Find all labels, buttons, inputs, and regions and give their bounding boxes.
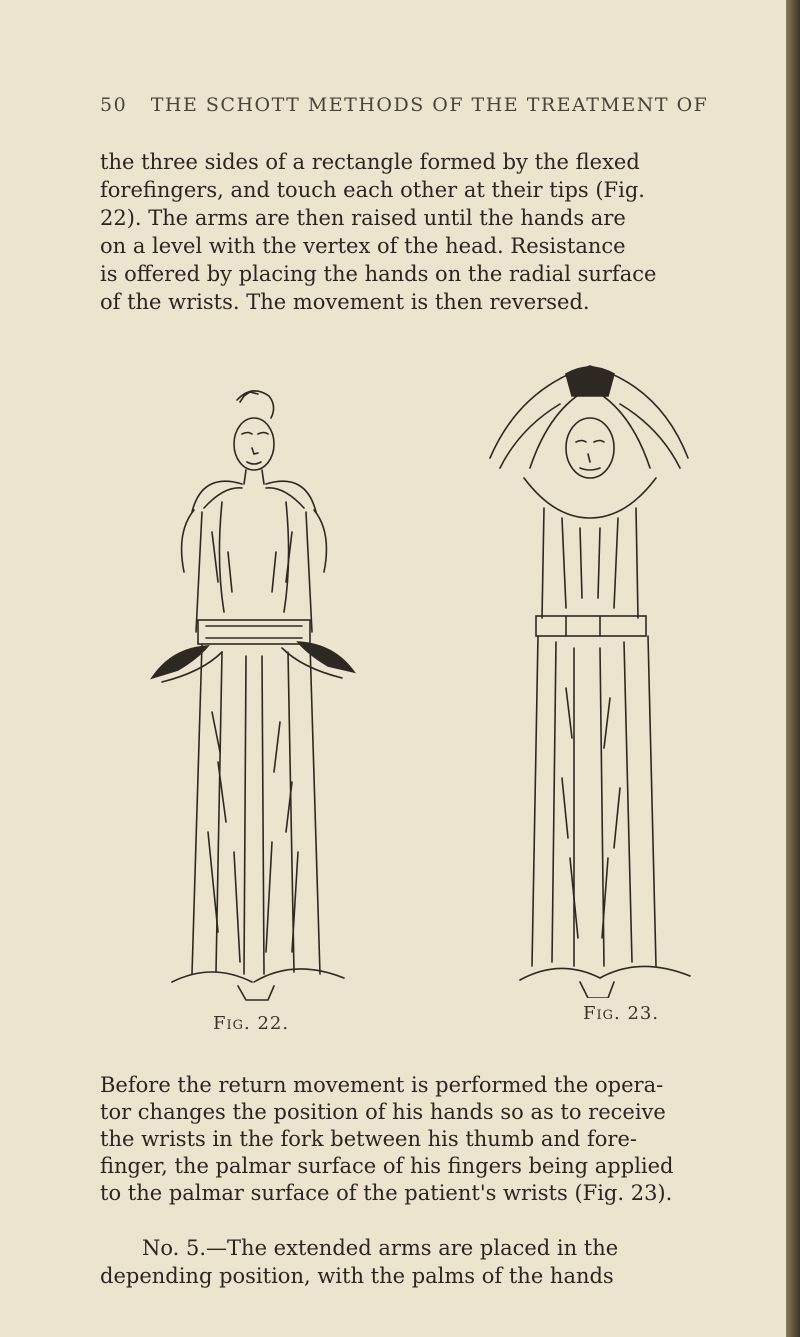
figure-22-illustration [142, 382, 364, 1002]
paragraph-1 [100, 148, 765, 316]
text-line: tor changes the position of his hands so as to receive [100, 1100, 666, 1124]
text-line: No. 5.—The extended arms are placed in the [142, 1236, 619, 1260]
text-line: forefingers, and touch each other at their tips (Fig. [100, 178, 645, 202]
text-line: on a level with the vertex of the head. Resistance [100, 234, 626, 258]
text-line: Before the return movement is performed the opera- [100, 1073, 664, 1097]
text-line: the three sides of a rectangle formed by the flexed [100, 150, 640, 174]
text-line: finger, the palmar surface of his fingers being applied [100, 1154, 674, 1178]
text-line: the wrists in the fork between his thumb and fore- [100, 1127, 637, 1151]
paragraph-3 [100, 1234, 765, 1290]
text-line: depending position, with the palms of the hands [100, 1264, 614, 1288]
running-title: THE SCHOTT METHODS OF THE TREATMENT OF [150, 94, 709, 116]
page-number: 50 [100, 94, 128, 116]
figure-23-illustration [470, 358, 710, 998]
page-edge-shadow [786, 0, 800, 1337]
text-line: is offered by placing the hands on the radial surface [100, 262, 657, 286]
text-line: of the wrists. The movement is then reversed. [100, 290, 590, 314]
text-line: to the palmar surface of the patient's wrists (Fig. 23). [100, 1181, 673, 1205]
paragraph-2 [100, 1072, 765, 1207]
figure-22-caption: Fig. 22. [213, 1013, 290, 1034]
text-line: 22). The arms are then raised until the hands are [100, 206, 626, 230]
running-head [100, 94, 708, 116]
figure-23-caption: Fig. 23. [583, 1003, 660, 1024]
